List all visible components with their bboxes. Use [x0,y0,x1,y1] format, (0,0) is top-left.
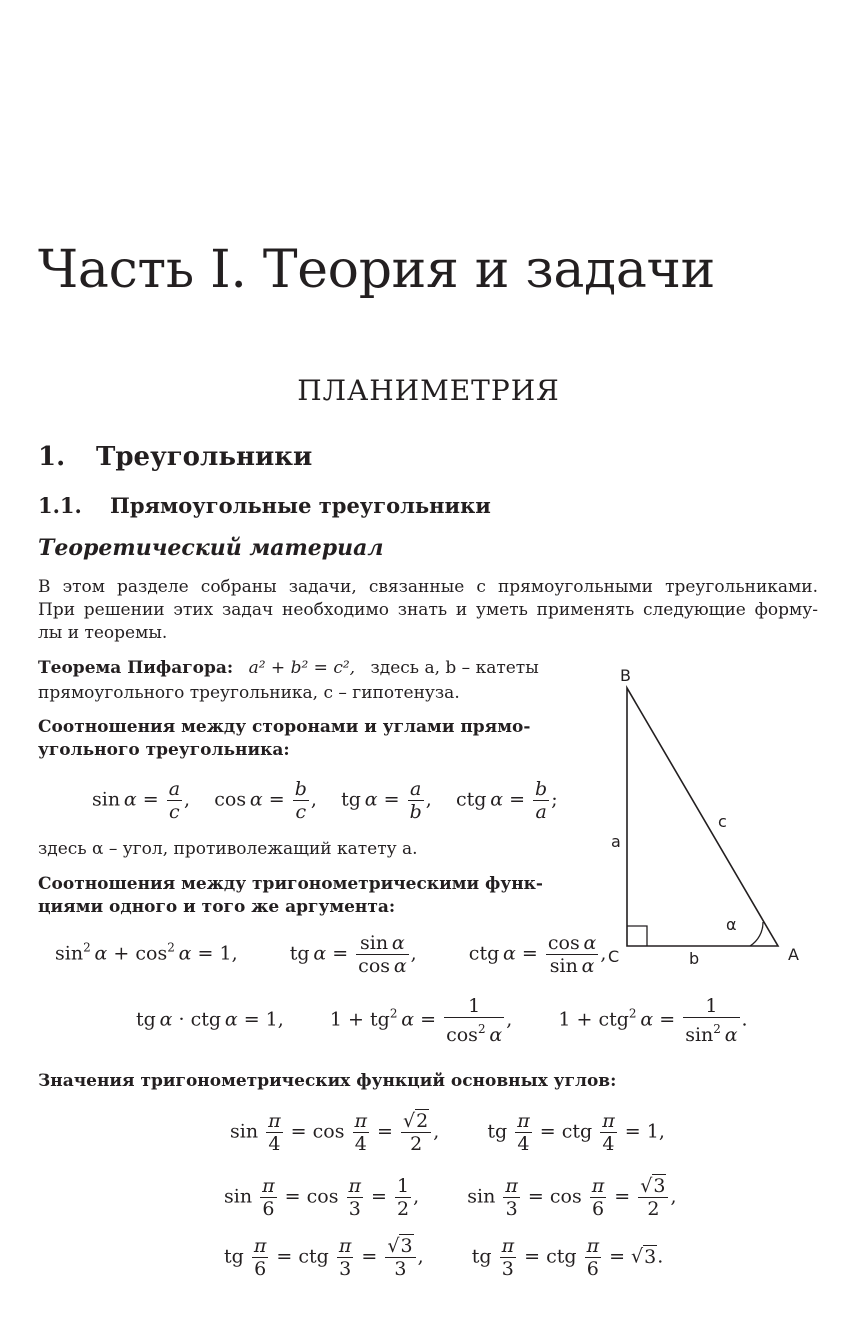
values-row-3: tg $\frac{\pi}{6}$ = ctg $\frac{\pi}{3}$ = $\frac{√3}{3}$ , tg $\frac{\pi}{3}$ = ctg $\frac{\pi}{6}$ = √3. [224,1235,664,1280]
vertex-c-label: C [608,947,620,966]
chapter-heading [38,442,312,472]
vertex-b-label: B [620,666,631,685]
values-heading: Значения тригонометрических функций основных углов: [38,1071,617,1091]
identities-row-2: tg α · ctg α = 1, $1 + tg^2$ α = $\frac{1}{\cos^2 \alpha}$ , 1 + ctg$^2$ α = $\frac{1}{\sin^2 \alpha}$ . [136,995,748,1046]
right-triangle-diagram [600,660,815,970]
subsection-title: Прямоугольные треугольники [110,493,491,518]
trig-heading-line: Соотношения между тригонометрическими функ- [38,874,543,894]
subsection-number: 1.1. [38,493,82,518]
ratios-note: здесь α – угол, противолежащий катету a. [38,839,418,859]
section-title: ПЛАНИМЕТРИЯ [297,374,560,407]
ratios-heading-line: угольного треугольника: [38,740,290,760]
pythagoras-label: Теорема Пифагора: [38,658,234,678]
trig-heading [38,873,585,919]
vertex-a-label: A [788,945,799,964]
side-c-label: c [718,812,727,831]
intro-line: При решении этих задач необходимо знать и уметь применять следующие форму- [38,600,818,620]
pythagoras-formula: a² + b² = c², [248,658,356,678]
angle-alpha-label: α [726,915,737,934]
side-b-label: b [689,949,700,968]
angle-alpha-arc [750,922,763,946]
ratios-heading [38,716,585,762]
pythagoras-note: здесь a, b – катеты [370,658,539,678]
theory-heading: Теоретический материал [38,535,384,561]
side-a-label: a [611,832,621,851]
chapter-title: Треугольники [96,442,313,472]
part-title: Часть I. Теория и задачи [38,240,715,300]
chapter-number: 1. [38,442,66,472]
ratios-formulas: sin α = $\frac{a}{c}$ , cos α = $\frac{b}{c}$ , tg α = $\frac{a}{b}$ , ctg α = $\frac{b}{a}$ ; [92,778,558,823]
right-angle-mark [627,926,647,946]
pythagoras-line-2: прямоугольного треугольника, c – гипотенуза. [38,683,460,703]
ratios-heading-line: Соотношения между сторонами и углами прямо- [38,717,531,737]
trig-heading-line: циями одного и того же аргумента: [38,897,396,917]
identities-row-1: $\sin^2 \alpha + \cos^2 \alpha = 1$, tg α = $\frac{\text{sin α}}{\text{cos α}}$ , ctg α = $\frac{\text{cos α}}{\text{sin α}}$ , [55,932,607,977]
values-row-1: sin $\frac{\pi}{4}$ = cos $\frac{\pi}{4}$ = $\frac{√2}{2}$ , tg $\frac{\pi}{4}$ = ctg $\frac{\pi}{4}$ = 1, [230,1110,665,1155]
intro-paragraph [38,576,818,645]
pythagoras-line-1 [38,657,539,680]
triangle-outline [627,688,778,946]
intro-line: лы и теоремы. [38,623,168,643]
intro-line: В этом разделе собраны задачи, связанные с прямоугольными треугольниками. [38,577,818,597]
subsection-heading [38,493,491,518]
values-row-2: sin $\frac{\pi}{6}$ = cos $\frac{\pi}{3}$ = $\frac{1}{2}$ , sin $\frac{\pi}{3}$ = cos $\frac{\pi}{6}$ = $\frac{√3}{2}$ , [224,1175,677,1220]
